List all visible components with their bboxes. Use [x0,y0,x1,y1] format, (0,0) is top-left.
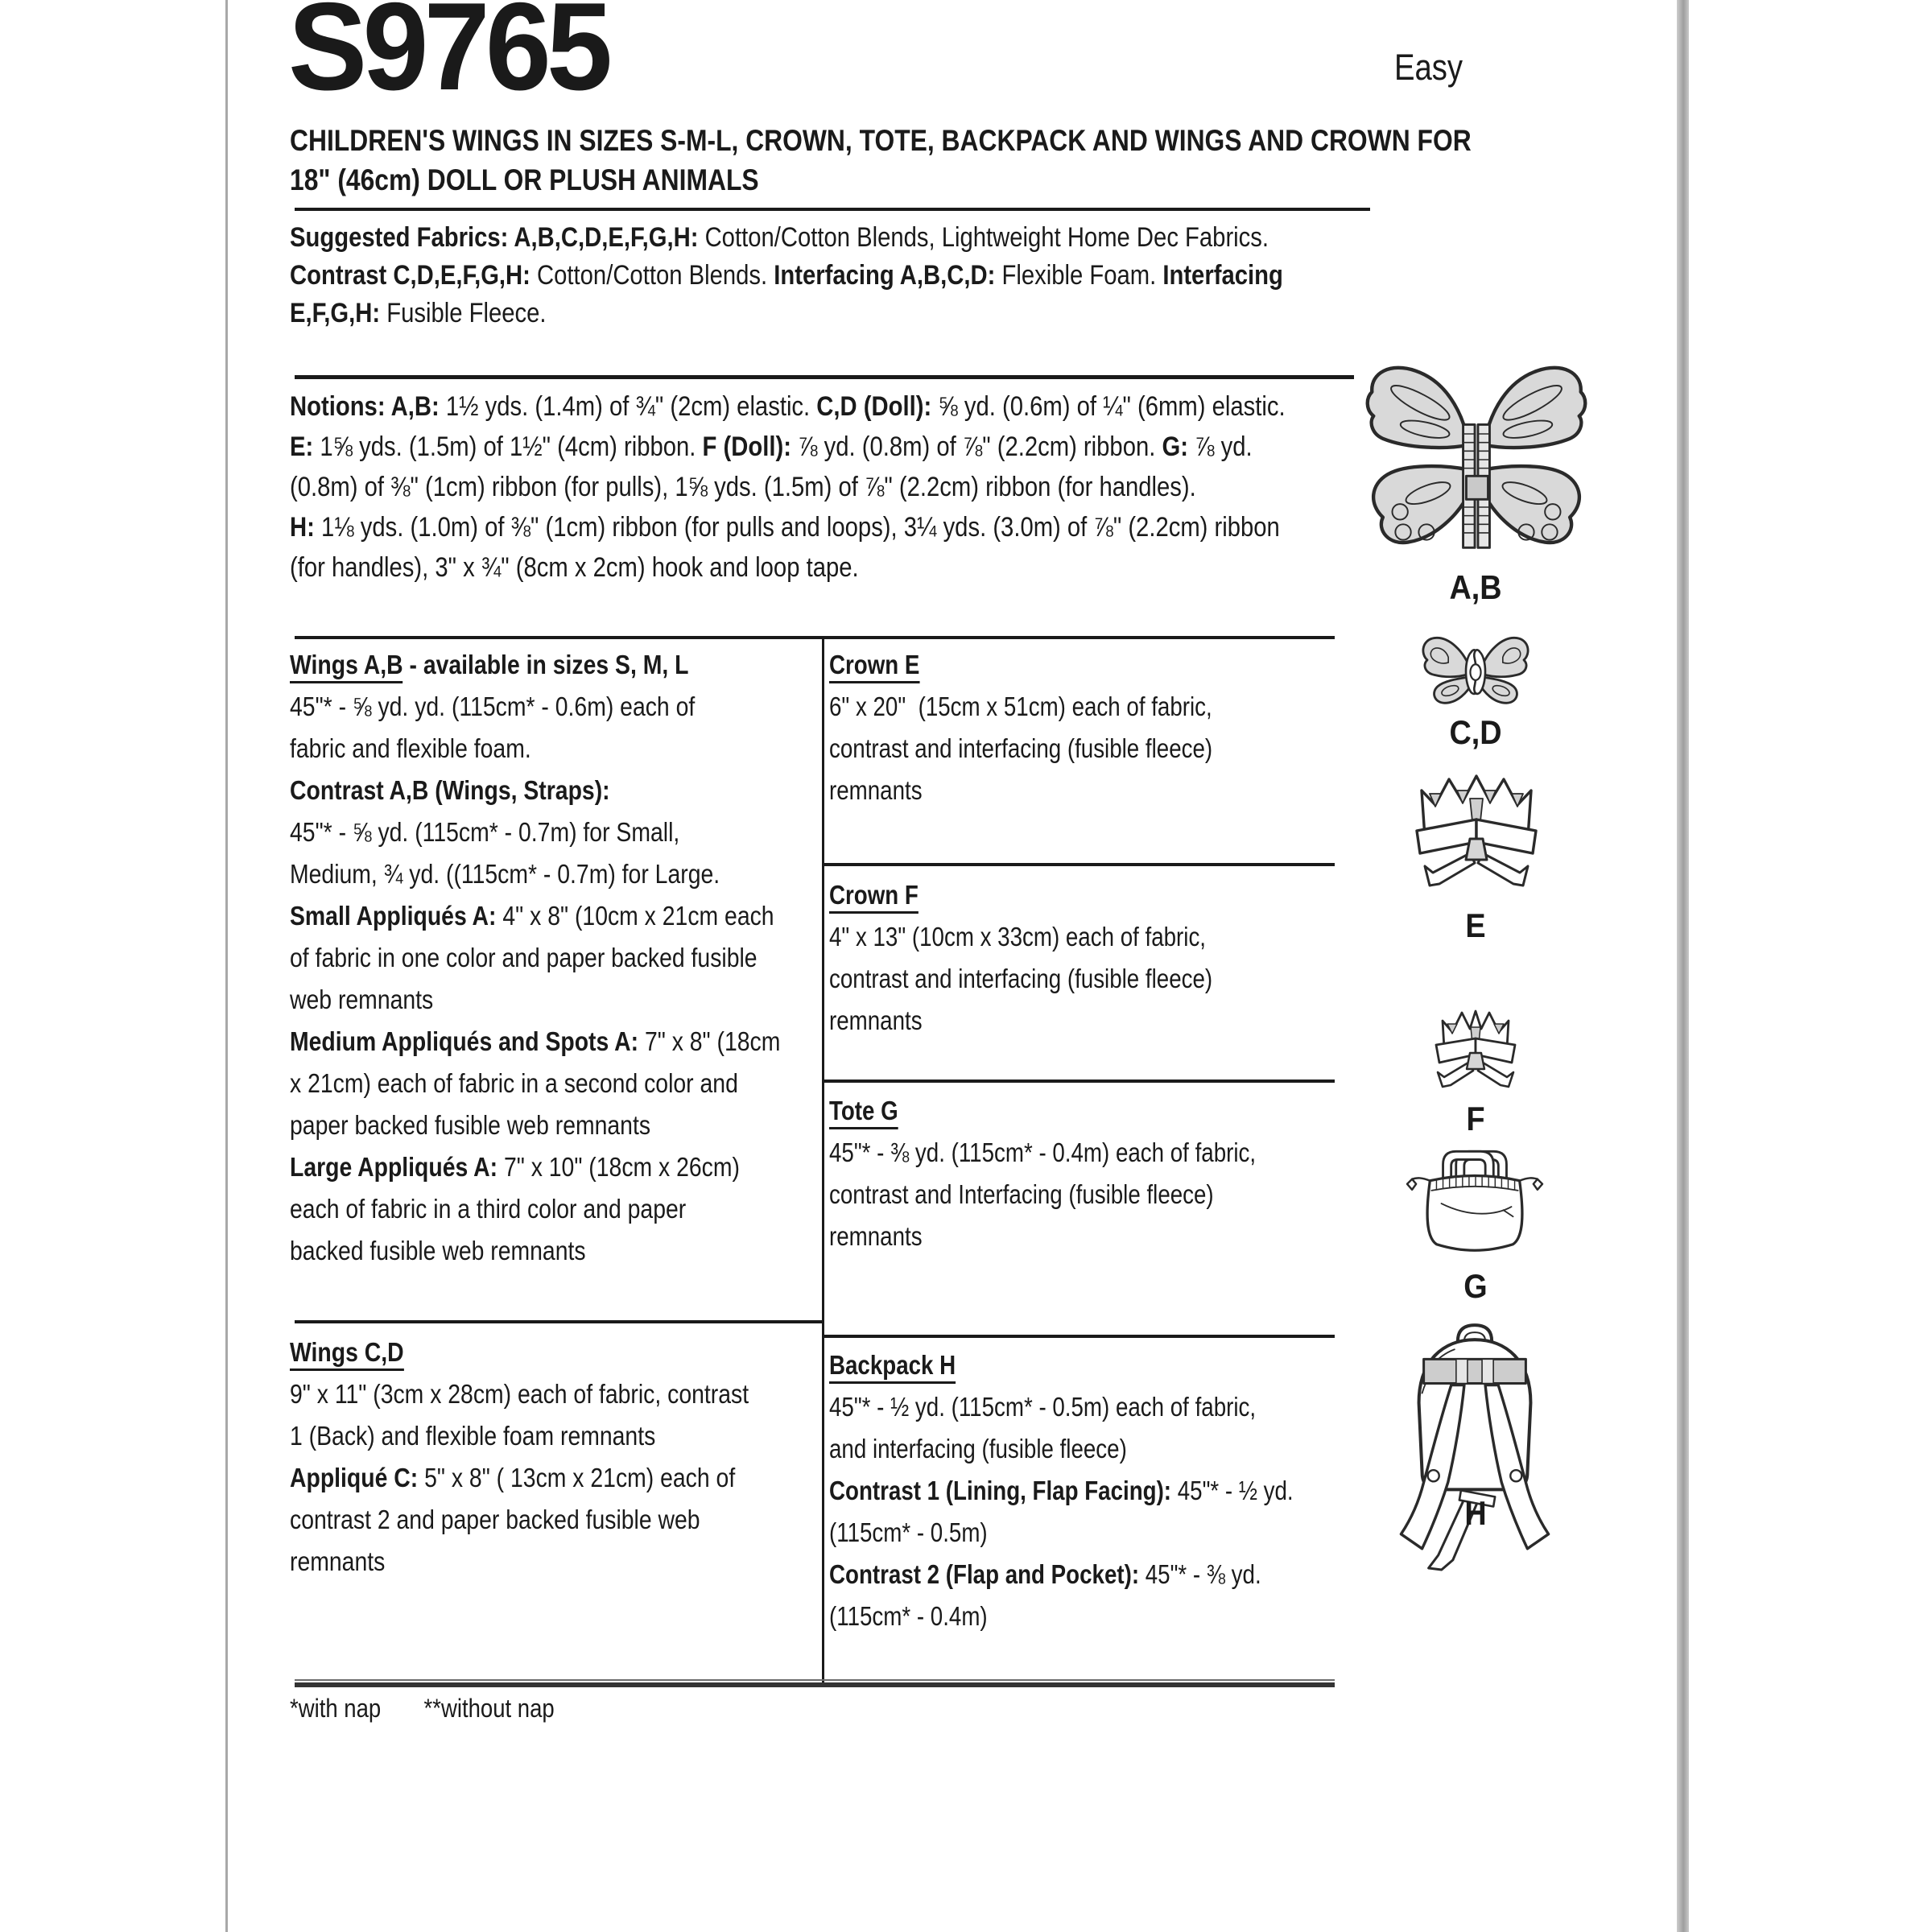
section-tote-g [829,1090,1256,1257]
text-line: 45"* - ⅝ yd. (115cm* - 0.7m) for Small, [290,817,680,847]
text-line: remnants [290,1546,386,1576]
column-vertical-divider [822,636,824,1682]
text-line: each of fabric in a third color and paper [290,1194,687,1224]
text-line: contrast and Interfacing (fusible fleece) [829,1179,1214,1209]
page-right-edge-bar [1677,0,1689,1932]
crown-e-illustration [1409,770,1544,897]
text-line: Small Appliqués A: 4" x 8" (10cm x 21cm each [290,901,774,931]
text-line: of fabric in one color and paper backed fusible [290,943,758,972]
text-line: backed fusible web remnants [290,1236,586,1265]
right-column-divider-1 [822,863,1335,866]
section-heading: Tote G [829,1090,1256,1132]
text-line: remnants [829,1005,923,1035]
figure-ab-label: A,B [1449,568,1502,606]
section-crown-f [829,874,1212,1042]
bottom-divider-thick [295,1682,1335,1687]
text-line: (115cm* - 0.5m) [829,1517,988,1547]
text-line: remnants [829,775,923,805]
text-line: contrast and interfacing (fusible fleece) [829,733,1213,763]
description-line: 18" (46cm) DOLL OR PLUSH ANIMALS [290,163,759,196]
figure-h-label: H [1464,1494,1487,1532]
text-line: (115cm* - 0.4m) [829,1601,988,1631]
text-line: fabric and flexible foam. [290,733,531,763]
figure-f-label: F [1466,1100,1485,1137]
bottom-divider-thin [295,1679,1335,1681]
description-line: CHILDREN'S WINGS IN SIZES S-M-L, CROWN, TOTE, BACKPACK AND WINGS AND CROWN FOR [290,124,1472,157]
text-line: E: 1⅝ yds. (1.5m) of 1½" (4cm) ribbon. F (Doll): ⅞ yd. (0.8m) of ⅞" (2.2cm) ribbon. G: ⅞ yd. [290,431,1253,462]
section-heading: Wings C,D [290,1331,749,1373]
section-crown-e [829,644,1212,811]
columns-top-divider [295,636,1335,639]
text-line: 45"* - ⅜ yd. (115cm* - 0.4m) each of fabric, [829,1137,1257,1167]
text-line: 6" x 20" (15cm x 51cm) each of fabric, [829,691,1212,721]
nap-footnotes [290,1694,555,1724]
header-divider [295,208,1370,211]
section-backpack-h [829,1344,1294,1637]
text-line: 45"* - ½ yd. (115cm* - 0.5m) each of fabric, [829,1392,1257,1422]
text-line: x 21cm) each of fabric in a second color and [290,1068,738,1098]
text-line: Large Appliqués A: 7" x 10" (18cm x 26cm) [290,1152,740,1182]
pattern-description [290,121,1472,200]
text-line: 1 (Back) and flexible foam remnants [290,1421,656,1451]
text-line: Notions: A,B: 1½ yds. (1.4m) of ¾" (2cm) elastic. C,D (Doll): ⅝ yd. (0.6m) of ¼" (6mm) elastic. [290,391,1286,422]
text-line: (for handles), 3" x ¾" (8cm x 2cm) hook and loop tape. [290,552,859,583]
text-line: paper backed fusible web remnants [290,1110,651,1140]
section-wings-cd [290,1331,749,1583]
text-line: and interfacing (fusible fleece) [829,1434,1127,1463]
section-body [829,1132,1256,1257]
text-line: Contrast A,B (Wings, Straps): [290,775,610,805]
figure-cd-label: C,D [1449,713,1502,751]
text-line: Medium, ¾ yd. ((115cm* - 0.7m) for Large. [290,859,720,889]
difficulty-badge: Easy [1394,47,1463,88]
text-line: 9" x 11" (3cm x 28cm) each of fabric, contrast [290,1379,749,1409]
left-column-divider [295,1320,822,1323]
text-line: (0.8m) of ⅜" (1cm) ribbon (for pulls), 1⅝ yds. (1.5m) of ⅞" (2.2cm) ribbon (for handles). [290,472,1196,502]
section-body [829,1386,1294,1637]
backpack-h-illustration [1389,1315,1560,1575]
section-wings-ab [290,644,780,1272]
section-body [829,916,1212,1042]
figure-e-label: E [1465,906,1486,944]
text-line: remnants [829,1221,923,1251]
with-nap-note: *with nap [290,1694,382,1723]
right-column-divider-2 [822,1080,1335,1083]
text-line: E,F,G,H: Fusible Fleece. [290,298,547,328]
text-line: Appliqué C: 5" x 8" ( 13cm x 21cm) each of [290,1463,736,1492]
section-heading: Crown F [829,874,1212,916]
tote-g-illustration [1406,1140,1544,1259]
section-heading: Crown E [829,644,1212,686]
text-line: Suggested Fabrics: A,B,C,D,E,F,G,H: Cotton/Cotton Blends, Lightweight Home Dec Fabrics. [290,222,1269,253]
text-line: 45"* - ⅝ yd. yd. (115cm* - 0.6m) each of [290,691,696,721]
text-line: contrast and interfacing (fusible fleece) [829,964,1213,993]
text-line: web remnants [290,985,434,1014]
text-line: Contrast 2 (Flap and Pocket): 45"* - ⅜ yd. [829,1559,1261,1589]
page-left-edge-line [225,0,228,1932]
text-line: Medium Appliqués and Spots A: 7" x 8" (18cm [290,1026,781,1056]
text-line: Contrast 1 (Lining, Flap Facing): 45"* - ½ yd. [829,1476,1294,1505]
crown-f-illustration [1425,1006,1526,1092]
text-line: 4" x 13" (10cm x 33cm) each of fabric, [829,922,1207,952]
section-body [290,686,780,1272]
without-nap-note: **without nap [423,1694,555,1723]
notions-paragraph [290,386,1286,588]
section-body [290,1373,749,1583]
text-line: Contrast C,D,E,F,G,H: Cotton/Cotton Blends. Interfacing A,B,C,D: Flexible Foam. Interfacing [290,260,1283,291]
section-body [829,686,1212,811]
wings-cd-illustration [1418,633,1533,710]
figure-g-label: G [1463,1267,1488,1305]
text-line: H: 1⅛ yds. (1.0m) of ⅜" (1cm) ribbon (for pulls and loops), 3¼ yds. (3.0m) of ⅞" (2.2cm) ribbon [290,512,1280,543]
notions-divider [295,375,1354,379]
right-column-divider-3 [822,1335,1335,1338]
section-heading: Wings A,B - available in sizes S, M, L [290,644,780,686]
section-heading: Backpack H [829,1344,1294,1386]
wings-ab-illustration [1359,362,1594,555]
text-line: contrast 2 and paper backed fusible web [290,1505,700,1534]
suggested-fabrics-paragraph [290,219,1283,332]
pattern-number: S9765 [288,0,609,116]
